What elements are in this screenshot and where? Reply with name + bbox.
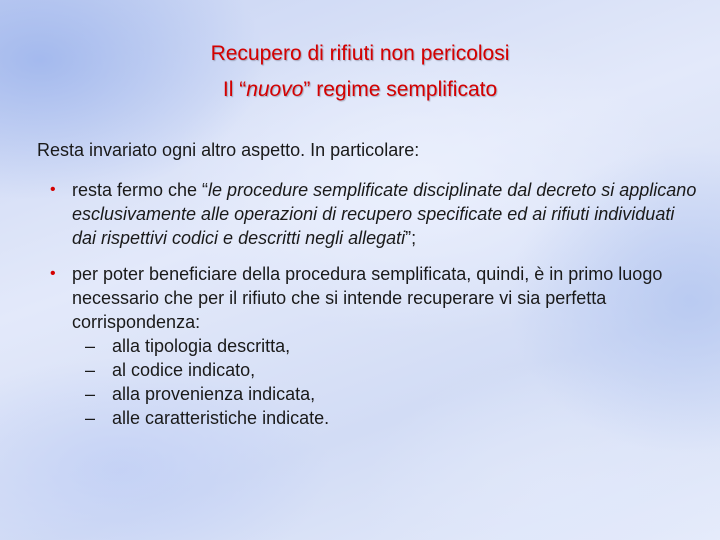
title-line-2-pre: Il “ xyxy=(222,78,247,101)
bullet-2-text: per poter beneficiare della procedura semplificata, quindi, è in primo luogo necessario che per il rifiuto che si intende recuperare vi sia perfetta corrispondenza: xyxy=(72,264,663,332)
bullet-1-post: ”; xyxy=(405,228,417,248)
sub-item-4 xyxy=(72,406,697,430)
slide-title xyxy=(0,36,720,108)
dash-glyph: – xyxy=(85,360,96,380)
bullet-list xyxy=(37,178,697,442)
title-line-2 xyxy=(0,72,720,108)
dash-glyph: – xyxy=(85,336,96,356)
sub-item-3 xyxy=(72,382,697,406)
sub-item-text: al codice indicato, xyxy=(112,360,256,380)
sub-item-text: alle caratteristiche indicate. xyxy=(112,408,330,428)
sub-list xyxy=(72,334,697,430)
sub-item-2 xyxy=(72,358,697,382)
bullet-1-quote: le procedure semplificate disciplinate dal decreto si applicano esclusivamente alle operazioni di recupero specificate ed ai rifiuti individuati dai rispettivi codici e descritti negli allegati xyxy=(72,180,697,248)
sub-item-text: alla provenienza indicata, xyxy=(112,384,316,404)
title-line-1: Recupero di rifiuti non pericolosi xyxy=(210,42,510,65)
bullet-1-pre: resta fermo che “ xyxy=(72,180,209,200)
dash-glyph: – xyxy=(85,408,96,428)
intro-text: Resta invariato ogni altro aspetto. In particolare: xyxy=(37,140,420,160)
sub-item-1 xyxy=(72,334,697,358)
title-line-2-em: nuovo xyxy=(246,78,304,101)
dash-glyph: – xyxy=(85,384,96,404)
title-line-2-post: ” regime semplificato xyxy=(303,78,498,101)
bullet-item-1 xyxy=(37,178,697,250)
sub-item-text: alla tipologia descritta, xyxy=(112,336,291,356)
bullet-item-2 xyxy=(37,262,697,430)
bullet-dot: • xyxy=(50,265,56,282)
bullet-dot: • xyxy=(50,181,56,198)
